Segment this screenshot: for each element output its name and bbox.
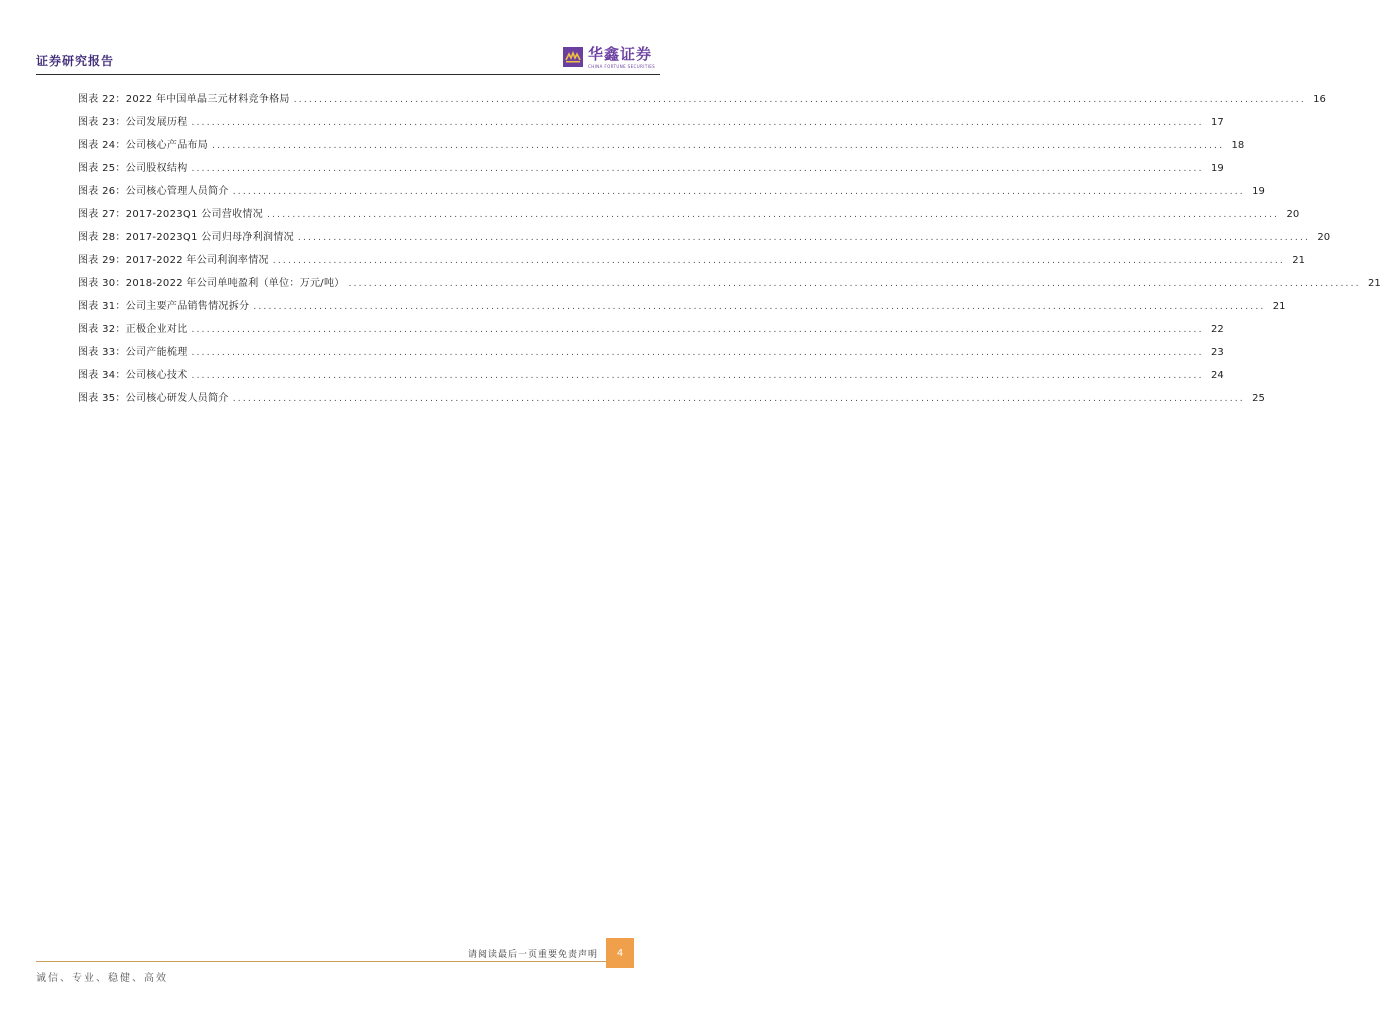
toc-entry-page: 17 — [1210, 117, 1224, 128]
toc-entry-label: 图表 26：公司核心管理人员简介 — [78, 186, 229, 197]
company-slogan: 诚信、专业、稳健、高效 — [36, 973, 168, 984]
toc-entry[interactable] — [78, 320, 1224, 343]
toc-entry-page: 19 — [1252, 186, 1265, 197]
toc-dot-leader: ........................................................................................................................................................................................................ — [348, 279, 1361, 289]
toc-entry[interactable] — [78, 205, 1300, 228]
toc-entry-page: 21 — [1292, 255, 1305, 266]
toc-entry[interactable] — [78, 182, 1265, 205]
toc-entry-page: 20 — [1286, 209, 1300, 220]
toc-entry-page: 20 — [1317, 232, 1331, 243]
toc-entry[interactable] — [78, 343, 1224, 366]
toc-entry[interactable] — [78, 90, 1326, 113]
toc-entry[interactable] — [78, 297, 1286, 320]
toc-entry-label: 图表 33：公司产能梳理 — [78, 347, 188, 358]
brand-logo-icon — [563, 47, 583, 67]
toc-entry-label: 图表 28：2017-2023Q1 公司归母净利润情况 — [78, 232, 294, 243]
toc-dot-leader: ........................................................................................................................................................................................................ — [191, 348, 1204, 358]
header-divider — [36, 74, 660, 75]
toc-entry-page: 22 — [1210, 324, 1224, 335]
report-type-label: 证券研究报告 — [36, 54, 115, 68]
toc-dot-leader: ........................................................................................................................................................................................................ — [212, 141, 1225, 151]
toc-dot-leader: ........................................................................................................................................................................................................ — [272, 256, 1285, 266]
toc-entry-page: 23 — [1210, 347, 1224, 358]
toc-dot-leader: ........................................................................................................................................................................................................ — [191, 325, 1204, 335]
toc-entry[interactable] — [78, 274, 1381, 297]
toc-entry-page: 21 — [1272, 301, 1286, 312]
toc-dot-leader: ........................................................................................................................................................................................................ — [253, 302, 1266, 312]
toc-entry-label: 图表 35：公司核心研发人员简介 — [78, 393, 229, 404]
footer-divider — [36, 961, 606, 962]
toc-entry[interactable] — [78, 366, 1224, 389]
toc-entry[interactable] — [78, 113, 1224, 136]
toc-entry-label: 图表 34：公司核心技术 — [78, 370, 188, 381]
toc-entry[interactable] — [78, 159, 1224, 182]
figure-list — [78, 90, 1381, 412]
toc-dot-leader: ........................................................................................................................................................................................................ — [267, 210, 1280, 220]
toc-entry[interactable] — [78, 136, 1245, 159]
toc-entry-label: 图表 23：公司发展历程 — [78, 117, 188, 128]
toc-entry-label: 图表 22：2022 年中国单晶三元材料竞争格局 — [78, 94, 290, 105]
toc-entry-label: 图表 27：2017-2023Q1 公司营收情况 — [78, 209, 264, 220]
toc-entry-label: 图表 31：公司主要产品销售情况拆分 — [78, 301, 250, 312]
brand-name-cn: 华鑫证券 — [588, 45, 653, 63]
toc-entry[interactable] — [78, 228, 1331, 251]
toc-entry-label: 图表 30：2018-2022 年公司单吨盈利（单位：万元/吨） — [78, 278, 345, 289]
toc-entry-page: 21 — [1368, 278, 1381, 289]
toc-entry-label: 图表 29：2017-2022 年公司利润率情况 — [78, 255, 269, 266]
toc-entry-page: 24 — [1210, 370, 1224, 381]
toc-entry[interactable] — [78, 251, 1305, 274]
page-number-badge: 4 — [606, 938, 634, 968]
toc-entry-page: 18 — [1231, 140, 1245, 151]
toc-dot-leader: ........................................................................................................................................................................................................ — [293, 95, 1306, 105]
toc-entry-page: 16 — [1313, 94, 1326, 105]
toc-entry-label: 图表 25：公司股权结构 — [78, 163, 188, 174]
toc-dot-leader: ........................................................................................................................................................................................................ — [232, 394, 1245, 404]
toc-entry-label: 图表 24：公司核心产品布局 — [78, 140, 209, 151]
toc-dot-leader: ........................................................................................................................................................................................................ — [191, 118, 1204, 128]
toc-dot-leader: ........................................................................................................................................................................................................ — [297, 233, 1311, 243]
brand-logo-block — [563, 47, 655, 69]
toc-entry-label: 图表 32：正极企业对比 — [78, 324, 188, 335]
toc-entry[interactable] — [78, 389, 1265, 412]
toc-dot-leader: ........................................................................................................................................................................................................ — [191, 164, 1204, 174]
brand-name-en: CHINA FORTUNE SECURITIES — [588, 64, 656, 69]
toc-dot-leader: ........................................................................................................................................................................................................ — [232, 187, 1245, 197]
toc-entry-page: 25 — [1252, 393, 1265, 404]
disclaimer-note: 请阅读最后一页重要免责声明 — [467, 950, 598, 960]
toc-entry-page: 19 — [1210, 163, 1224, 174]
toc-dot-leader: ........................................................................................................................................................................................................ — [191, 371, 1204, 381]
